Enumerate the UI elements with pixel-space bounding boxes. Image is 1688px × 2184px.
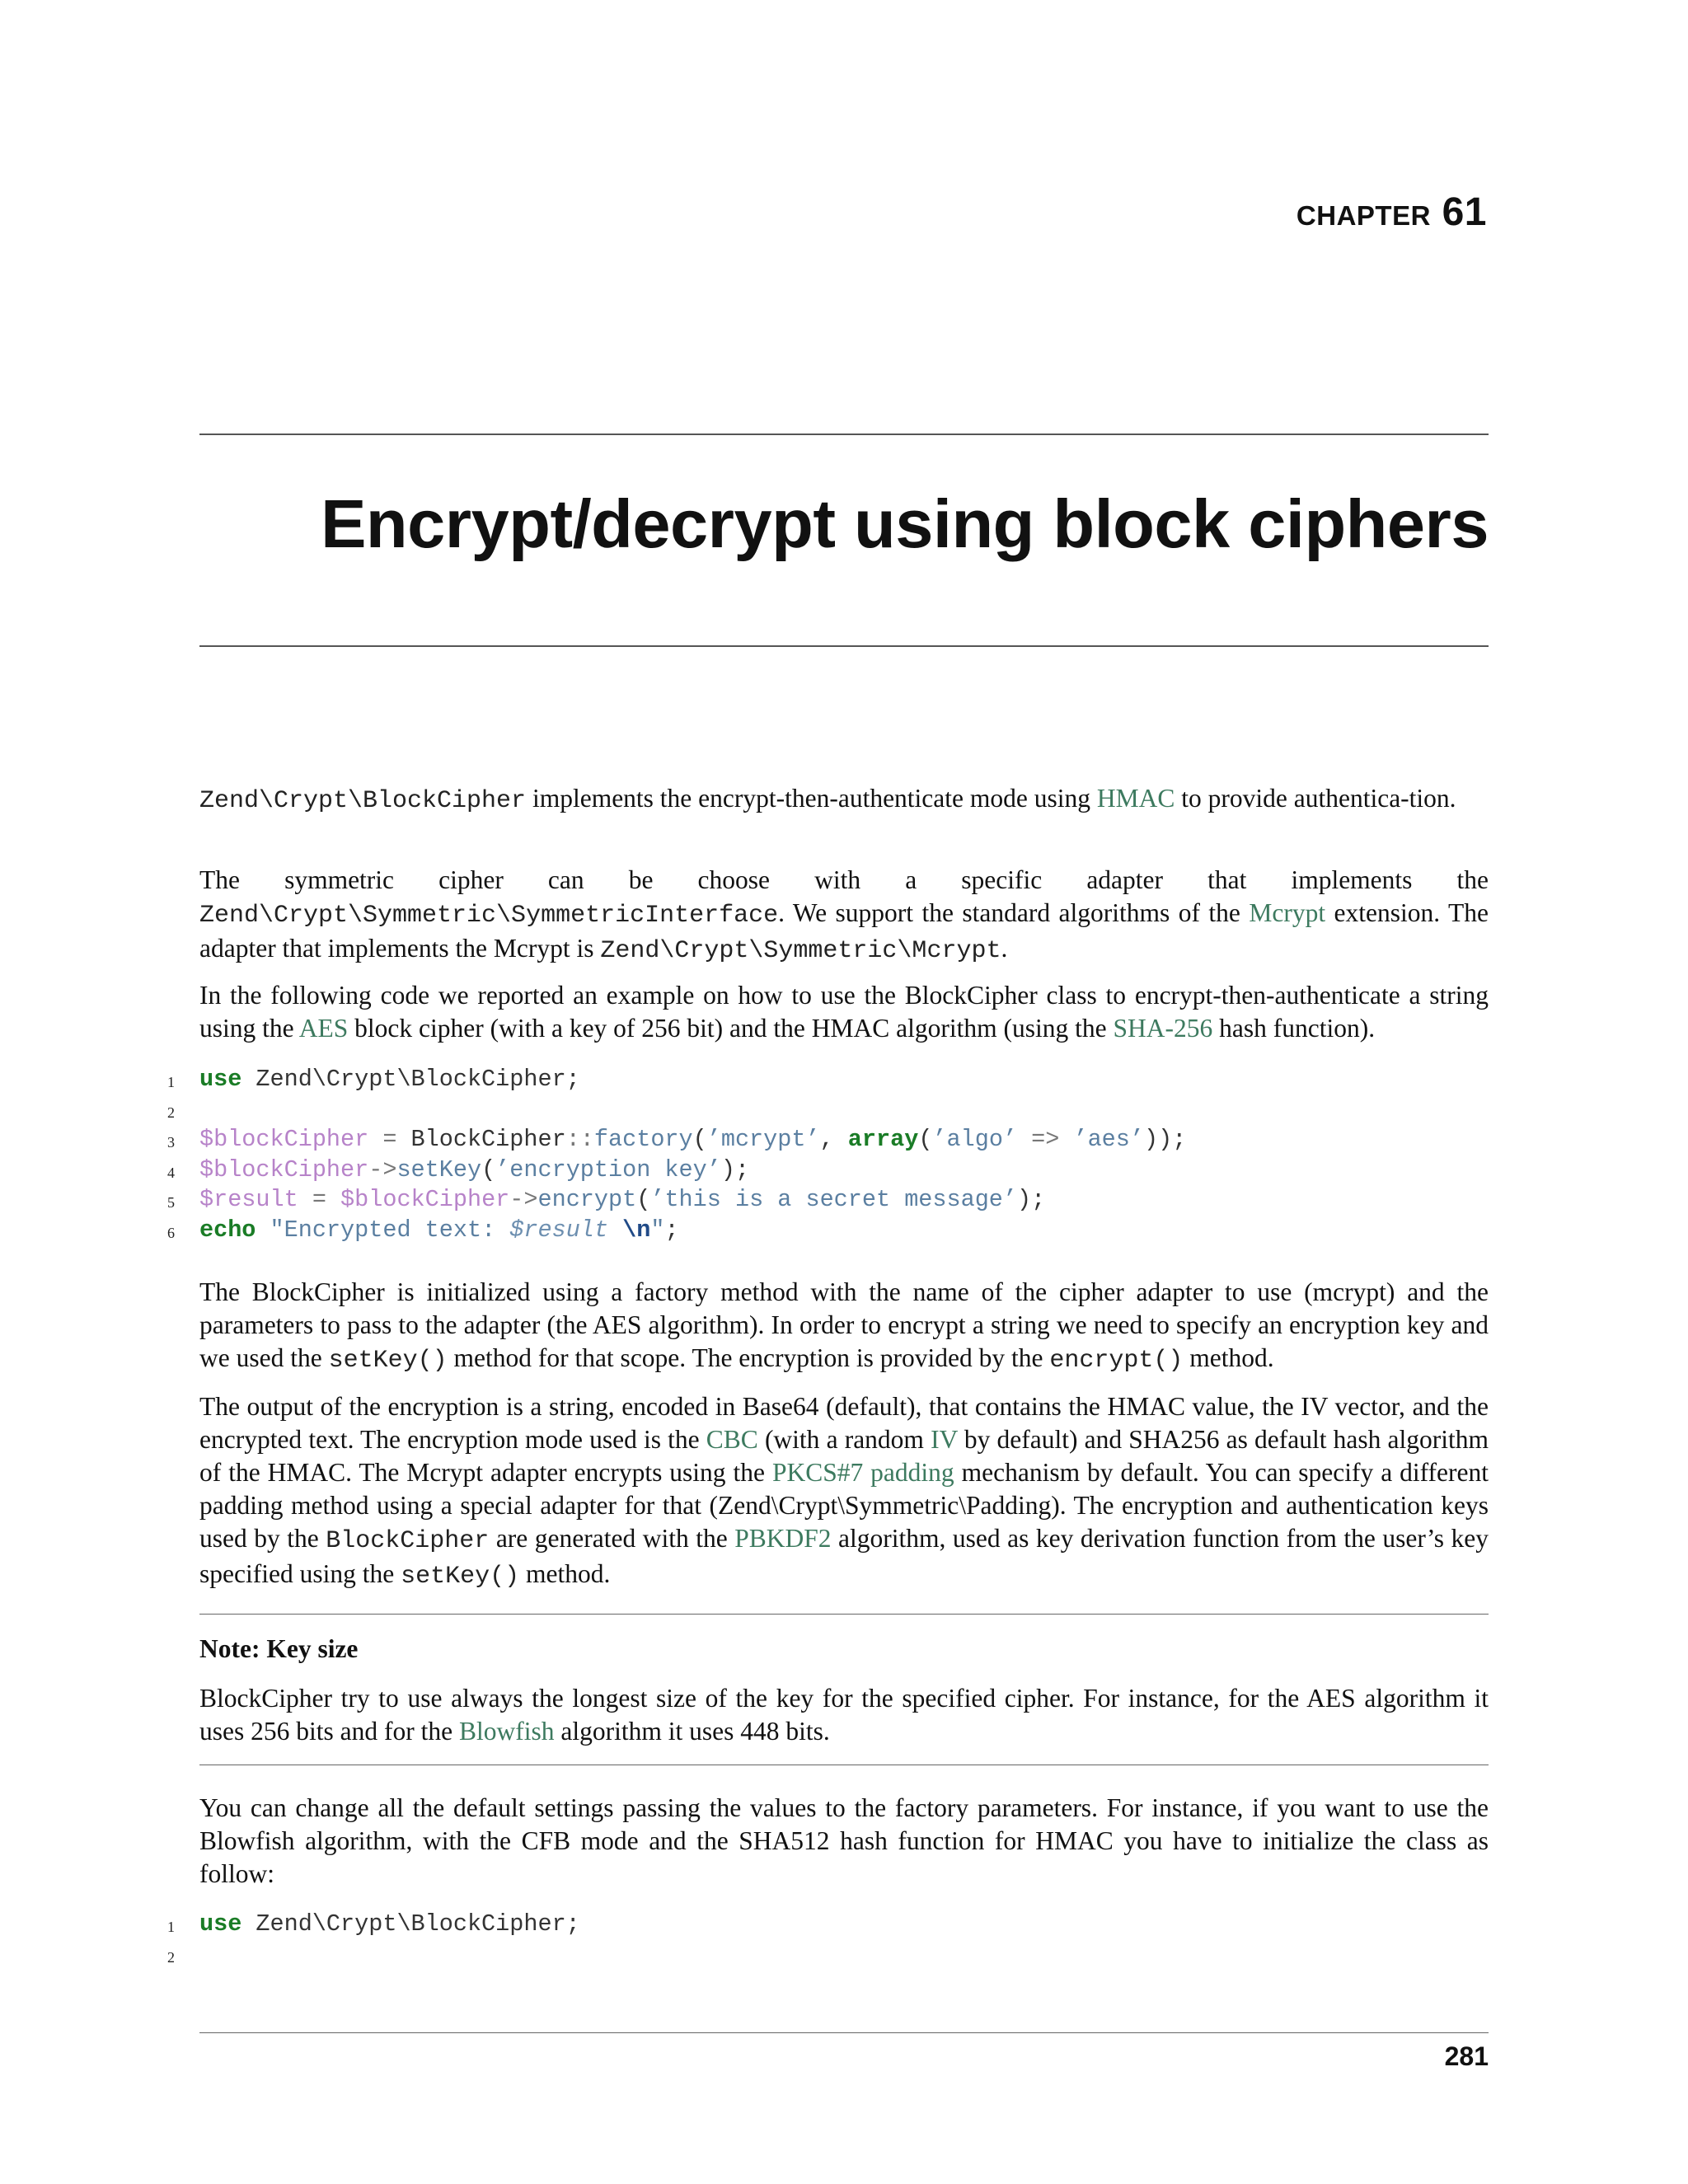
code-token: ’this is a secret message’ — [650, 1186, 1018, 1213]
code-line — [155, 1940, 1490, 1971]
code-token: ); — [720, 1155, 750, 1183]
line-number: 4 — [167, 1164, 175, 1181]
code-line — [155, 1216, 1490, 1246]
text: extension. The adapter that implements the Mcrypt is — [199, 898, 1489, 963]
code-token: use — [199, 1910, 242, 1938]
code-token: ( — [692, 1126, 707, 1153]
text: method for that scope. The encryption is provided by the — [447, 1343, 1050, 1372]
inline-code: setKey() — [401, 1563, 520, 1591]
code-token: ( — [481, 1155, 496, 1183]
text: The BlockCipher is initialized using a factory method with the name of the cipher adapter to use (mcrypt) and the parameters to pass to the adapter (the AES algorithm). In order to encrypt a string we need to specify an encryption key and we used the — [199, 1277, 1489, 1372]
chapter-label: CHAPTER — [1296, 200, 1431, 231]
inline-code: BlockCipher — [326, 1527, 490, 1555]
text: The symmetric cipher can be choose with a specific adapter that implements the — [199, 865, 1489, 894]
code-token: array — [847, 1126, 919, 1153]
code-token: $blockCipher — [340, 1186, 510, 1213]
code-token: , — [819, 1126, 848, 1153]
settings-paragraph: You can change all the default settings passing the values to the factory parameters. For instance, if you want to use the Blowfish algorithm, with the CFB mode and the SHA512 hash function for HMAC you have to initialize the class as follow: — [199, 1793, 1489, 1888]
code-token: encrypt — [537, 1186, 637, 1213]
line-number: 3 — [167, 1134, 175, 1151]
text: In the following code we reported an example on how to use the BlockCipher class to encrypt-then-authenticate a string using the — [199, 981, 1489, 1043]
text: algorithm it uses 448 bits. — [554, 1717, 830, 1746]
intro-paragraph — [199, 782, 1489, 818]
line-number: 6 — [167, 1224, 175, 1241]
chapter-number: 61 — [1442, 190, 1487, 234]
code-token: -> — [368, 1155, 397, 1183]
link-sha256[interactable]: SHA-256 — [1113, 1014, 1213, 1043]
code-token: = — [298, 1186, 341, 1213]
example-paragraph — [199, 979, 1489, 1045]
code-token: setKey — [396, 1155, 482, 1183]
code-token: $result — [199, 1186, 298, 1213]
text: method. — [1183, 1343, 1274, 1372]
note-label: Note: Key size — [199, 1634, 359, 1663]
output-paragraph — [199, 1390, 1489, 1593]
note-top-rule — [199, 1614, 1489, 1615]
code-token: use — [199, 1066, 242, 1093]
link-cbc[interactable]: CBC — [706, 1425, 758, 1454]
text: to provide authentica-tion. — [1175, 784, 1456, 813]
link-aes[interactable]: AES — [298, 1014, 349, 1043]
code-block-1 — [155, 1065, 1490, 1245]
code-token: factory — [593, 1126, 693, 1153]
line-number: 2 — [167, 1948, 175, 1966]
code-token: ( — [636, 1186, 651, 1213]
code-token: ); — [1017, 1186, 1046, 1213]
inline-code: Zend\Crypt\Symmetric\SymmetricInterface — [199, 902, 779, 930]
code-line — [155, 1155, 1490, 1186]
adapter-paragraph — [199, 864, 1489, 968]
code-token: ’algo’ — [932, 1126, 1018, 1153]
link-blowfish[interactable]: Blowfish — [458, 1717, 555, 1746]
code-line — [155, 1185, 1490, 1216]
code-token: ’aes’ — [1073, 1126, 1144, 1153]
text: implements the encrypt-then-authenticate mode using — [526, 784, 1097, 813]
code-token: ( — [918, 1126, 933, 1153]
code-token: Zend\Crypt\BlockCipher; — [241, 1910, 580, 1938]
link-pkcs7[interactable]: PKCS#7 padding — [771, 1458, 954, 1487]
code-token: ; — [664, 1216, 679, 1244]
code-token: "Encrypted text: — [270, 1216, 510, 1244]
code-token: Zend\Crypt\BlockCipher; — [241, 1066, 580, 1093]
code-token: echo — [199, 1216, 256, 1244]
text: mechanism by default. You can specify a different padding method using a special adapter for that (Zend\Crypt\Symmetric\Padding). The encryption and authentication keys used by the — [199, 1458, 1489, 1553]
inline-code: encrypt() — [1049, 1347, 1184, 1375]
line-number: 5 — [167, 1194, 175, 1211]
text: (with a random — [757, 1425, 931, 1454]
text: are generated with the — [489, 1524, 735, 1553]
note-body — [199, 1682, 1489, 1748]
line-number: 1 — [167, 1919, 175, 1935]
text: algorithm, used as key derivation function from the user’s key specified using the — [199, 1524, 1489, 1588]
note-heading — [199, 1633, 1489, 1666]
inline-code: setKey() — [328, 1347, 448, 1375]
text: BlockCipher try to use always the longest size of the key for the specified cipher. For instance, for the AES algorithm it uses 256 bits and for the — [199, 1684, 1489, 1746]
code-line — [155, 1125, 1490, 1155]
footer-rule — [199, 2032, 1489, 2033]
code-token: ’encryption key’ — [495, 1155, 721, 1183]
chapter-heading — [1296, 190, 1487, 235]
link-mcrypt[interactable]: Mcrypt — [1249, 898, 1326, 927]
text: . — [1001, 934, 1008, 963]
factory-paragraph — [199, 1276, 1489, 1377]
code-line — [155, 1095, 1490, 1126]
page-number: 281 — [1444, 2041, 1489, 2071]
code-token: = — [368, 1126, 411, 1153]
code-block-2 — [155, 1910, 1490, 1970]
code-token: $blockCipher — [199, 1155, 369, 1183]
code-token: -> — [509, 1186, 538, 1213]
text: The output of the encryption is a string, encoded in Base64 (default), that contains the HMAC value, the IV vector, and the encrypted text. The encryption mode used is the — [199, 1392, 1489, 1454]
code-token: \n — [622, 1216, 651, 1244]
link-pbkdf2[interactable]: PBKDF2 — [734, 1524, 832, 1553]
link-hmac[interactable]: HMAC — [1096, 784, 1175, 813]
line-number: 1 — [167, 1074, 175, 1090]
code-token: ’mcrypt’ — [706, 1126, 820, 1153]
code-token: BlockCipher — [410, 1126, 566, 1153]
title-bottom-rule — [199, 645, 1489, 647]
code-token — [608, 1216, 622, 1244]
text: method. — [519, 1559, 611, 1588]
code-token: :: — [565, 1126, 594, 1153]
text: by default) and SHA256 as default hash algorithm of the HMAC. The Mcrypt adapter encrypts using the — [199, 1425, 1489, 1487]
code-token: $blockCipher — [199, 1126, 369, 1153]
code-token: )); — [1143, 1126, 1187, 1153]
code-token: => — [1017, 1126, 1074, 1153]
inline-code: Zend\Crypt\Symmetric\Mcrypt — [600, 937, 1001, 965]
text: hash function). — [1212, 1014, 1376, 1043]
page-title: Encrypt/decrypt using block ciphers — [321, 485, 1489, 562]
code-line — [155, 1065, 1490, 1095]
inline-code: Zend\Crypt\BlockCipher — [199, 787, 527, 815]
code-token — [256, 1216, 270, 1244]
link-iv[interactable]: IV — [931, 1425, 958, 1454]
line-number: 2 — [167, 1104, 175, 1121]
text: . We support the standard algorithms of the — [778, 898, 1250, 927]
code-token: " — [650, 1216, 665, 1244]
code-line — [155, 1910, 1490, 1940]
title-top-rule — [199, 434, 1489, 435]
code-token: $result — [509, 1216, 609, 1244]
text: block cipher (with a key of 256 bit) and the HMAC algorithm (using the — [348, 1014, 1114, 1043]
